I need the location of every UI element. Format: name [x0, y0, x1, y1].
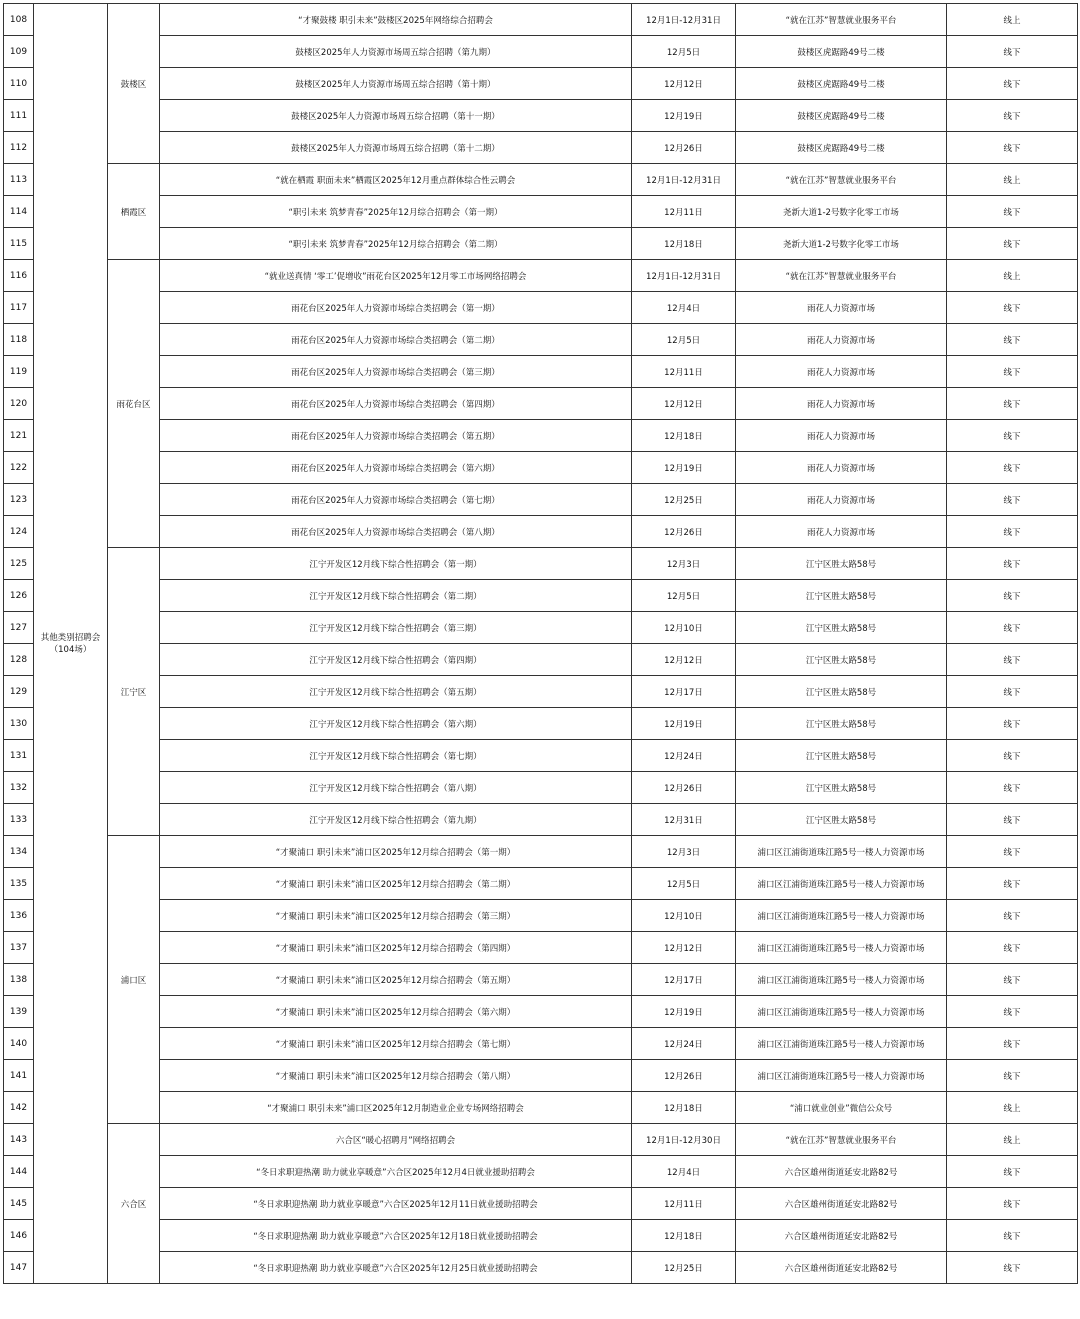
event-mode: 线下: [947, 836, 1078, 868]
event-name: “职引未来 筑梦青春”2025年12月综合招聘会（第一期）: [160, 196, 632, 228]
event-mode: 线下: [947, 36, 1078, 68]
row-number: 140: [4, 1028, 34, 1060]
event-date: 12月1日-12月31日: [632, 260, 736, 292]
table-row: [4, 1252, 1078, 1284]
event-location: 雨花人力资源市场: [736, 324, 947, 356]
table-row: [4, 644, 1078, 676]
event-name: 雨花台区2025年人力资源市场综合类招聘会（第一期）: [160, 292, 632, 324]
table-row: [4, 1060, 1078, 1092]
event-location: “就在江苏”智慧就业服务平台: [736, 1124, 947, 1156]
event-date: 12月24日: [632, 1028, 736, 1060]
event-name: “冬日求职迎热潮 助力就业享暖意”六合区2025年12月25日就业援助招聘会: [160, 1252, 632, 1284]
event-name: 江宁开发区12月线下综合性招聘会（第四期）: [160, 644, 632, 676]
row-number: 142: [4, 1092, 34, 1124]
row-number: 133: [4, 804, 34, 836]
event-date: 12月12日: [632, 932, 736, 964]
table-row: [4, 932, 1078, 964]
event-location: 尧新大道1-2号数字化零工市场: [736, 196, 947, 228]
table-row: [4, 388, 1078, 420]
event-mode: 线下: [947, 740, 1078, 772]
row-number: 146: [4, 1220, 34, 1252]
event-mode: 线下: [947, 228, 1078, 260]
event-location: 六合区雄州街道延安北路82号: [736, 1156, 947, 1188]
table-row: [4, 260, 1078, 292]
event-mode: 线下: [947, 868, 1078, 900]
event-location: 雨花人力资源市场: [736, 292, 947, 324]
event-date: 12月18日: [632, 1092, 736, 1124]
row-number: 119: [4, 356, 34, 388]
row-number: 131: [4, 740, 34, 772]
event-date: 12月3日: [632, 836, 736, 868]
event-name: 雨花台区2025年人力资源市场综合类招聘会（第三期）: [160, 356, 632, 388]
table-row: [4, 516, 1078, 548]
district-cell: 浦口区: [108, 836, 160, 1124]
event-location: 江宁区胜太路58号: [736, 772, 947, 804]
event-mode: 线下: [947, 356, 1078, 388]
table-row: [4, 900, 1078, 932]
table-row: [4, 164, 1078, 196]
event-mode: 线下: [947, 804, 1078, 836]
event-date: 12月5日: [632, 324, 736, 356]
event-mode: 线下: [947, 484, 1078, 516]
event-name: “冬日求职迎热潮 助力就业享暖意”六合区2025年12月11日就业援助招聘会: [160, 1188, 632, 1220]
row-number: 129: [4, 676, 34, 708]
event-mode: 线下: [947, 548, 1078, 580]
table-row: [4, 324, 1078, 356]
event-name: “才聚鼓楼 职引未来”鼓楼区2025年网络综合招聘会: [160, 4, 632, 36]
event-date: 12月31日: [632, 804, 736, 836]
event-name: “就业送真情 ‘零工’促增收”雨花台区2025年12月零工市场网络招聘会: [160, 260, 632, 292]
event-date: 12月19日: [632, 452, 736, 484]
event-date: 12月24日: [632, 740, 736, 772]
district-cell: 六合区: [108, 1124, 160, 1284]
row-number: 111: [4, 100, 34, 132]
row-number: 147: [4, 1252, 34, 1284]
event-mode: 线下: [947, 1220, 1078, 1252]
event-location: 浦口区江浦街道珠江路5号一楼人力资源市场: [736, 932, 947, 964]
event-location: “就在江苏”智慧就业服务平台: [736, 260, 947, 292]
row-number: 128: [4, 644, 34, 676]
event-mode: 线下: [947, 388, 1078, 420]
row-number: 145: [4, 1188, 34, 1220]
event-location: 六合区雄州街道延安北路82号: [736, 1220, 947, 1252]
event-location: 浦口区江浦街道珠江路5号一楼人力资源市场: [736, 1028, 947, 1060]
row-number: 110: [4, 68, 34, 100]
event-mode: 线下: [947, 132, 1078, 164]
event-mode: 线下: [947, 580, 1078, 612]
table-row: [4, 1092, 1078, 1124]
event-date: 12月1日-12月31日: [632, 4, 736, 36]
event-date: 12月5日: [632, 36, 736, 68]
row-number: 127: [4, 612, 34, 644]
event-mode: 线下: [947, 196, 1078, 228]
event-name: 雨花台区2025年人力资源市场综合类招聘会（第八期）: [160, 516, 632, 548]
event-mode: 线上: [947, 164, 1078, 196]
event-location: 六合区雄州街道延安北路82号: [736, 1252, 947, 1284]
row-number: 117: [4, 292, 34, 324]
table-row: [4, 740, 1078, 772]
event-date: 12月10日: [632, 900, 736, 932]
event-location: 鼓楼区虎踞路49号二楼: [736, 68, 947, 100]
event-mode: 线下: [947, 68, 1078, 100]
row-number: 112: [4, 132, 34, 164]
row-number: 118: [4, 324, 34, 356]
event-mode: 线上: [947, 1092, 1078, 1124]
event-date: 12月11日: [632, 356, 736, 388]
event-name: 雨花台区2025年人力资源市场综合类招聘会（第七期）: [160, 484, 632, 516]
event-mode: 线下: [947, 772, 1078, 804]
table-row: [4, 708, 1078, 740]
event-location: 雨花人力资源市场: [736, 420, 947, 452]
table-row: [4, 228, 1078, 260]
event-date: 12月26日: [632, 1060, 736, 1092]
event-date: 12月1日-12月31日: [632, 164, 736, 196]
row-number: 115: [4, 228, 34, 260]
event-date: 12月19日: [632, 708, 736, 740]
event-name: 江宁开发区12月线下综合性招聘会（第六期）: [160, 708, 632, 740]
event-location: 雨花人力资源市场: [736, 388, 947, 420]
event-location: 浦口区江浦街道珠江路5号一楼人力资源市场: [736, 868, 947, 900]
event-date: 12月19日: [632, 996, 736, 1028]
event-name: 鼓楼区2025年人力资源市场周五综合招聘（第十一期）: [160, 100, 632, 132]
table-body: [4, 4, 1078, 1284]
event-name: “职引未来 筑梦青春”2025年12月综合招聘会（第二期）: [160, 228, 632, 260]
table-row: [4, 804, 1078, 836]
event-name: 江宁开发区12月线下综合性招聘会（第九期）: [160, 804, 632, 836]
row-number: 130: [4, 708, 34, 740]
row-number: 139: [4, 996, 34, 1028]
row-number: 136: [4, 900, 34, 932]
row-number: 141: [4, 1060, 34, 1092]
event-mode: 线下: [947, 1156, 1078, 1188]
event-location: 江宁区胜太路58号: [736, 612, 947, 644]
event-date: 12月11日: [632, 196, 736, 228]
event-name: 江宁开发区12月线下综合性招聘会（第二期）: [160, 580, 632, 612]
district-cell: 雨花台区: [108, 260, 160, 548]
event-name: 鼓楼区2025年人力资源市场周五综合招聘（第十二期）: [160, 132, 632, 164]
event-name: “才聚浦口 职引未来”浦口区2025年12月综合招聘会（第六期）: [160, 996, 632, 1028]
event-location: 雨花人力资源市场: [736, 356, 947, 388]
event-date: 12月18日: [632, 1220, 736, 1252]
event-date: 12月12日: [632, 388, 736, 420]
event-location: 江宁区胜太路58号: [736, 644, 947, 676]
event-name: 雨花台区2025年人力资源市场综合类招聘会（第四期）: [160, 388, 632, 420]
event-mode: 线下: [947, 1252, 1078, 1284]
event-location: 江宁区胜太路58号: [736, 740, 947, 772]
event-mode: 线下: [947, 612, 1078, 644]
row-number: 109: [4, 36, 34, 68]
row-number: 143: [4, 1124, 34, 1156]
district-cell: 鼓楼区: [108, 4, 160, 164]
table-row: [4, 196, 1078, 228]
event-mode: 线上: [947, 4, 1078, 36]
event-mode: 线下: [947, 964, 1078, 996]
event-date: 12月25日: [632, 1252, 736, 1284]
event-name: “才聚浦口 职引未来”浦口区2025年12月综合招聘会（第七期）: [160, 1028, 632, 1060]
event-date: 12月1日-12月30日: [632, 1124, 736, 1156]
event-location: “就在江苏”智慧就业服务平台: [736, 164, 947, 196]
event-date: 12月5日: [632, 580, 736, 612]
event-name: 雨花台区2025年人力资源市场综合类招聘会（第五期）: [160, 420, 632, 452]
event-mode: 线下: [947, 932, 1078, 964]
event-name: 六合区“暖心招聘月”网络招聘会: [160, 1124, 632, 1156]
row-number: 108: [4, 4, 34, 36]
district-cell: 栖霞区: [108, 164, 160, 260]
event-date: 12月11日: [632, 1188, 736, 1220]
event-date: 12月3日: [632, 548, 736, 580]
row-number: 137: [4, 932, 34, 964]
event-location: “浦口就业创业”微信公众号: [736, 1092, 947, 1124]
event-location: 鼓楼区虎踞路49号二楼: [736, 36, 947, 68]
table-row: [4, 612, 1078, 644]
event-location: 江宁区胜太路58号: [736, 580, 947, 612]
event-location: 江宁区胜太路58号: [736, 804, 947, 836]
event-name: “才聚浦口 职引未来”浦口区2025年12月综合招聘会（第八期）: [160, 1060, 632, 1092]
row-number: 126: [4, 580, 34, 612]
table-row: [4, 868, 1078, 900]
table-row: [4, 1028, 1078, 1060]
row-number: 113: [4, 164, 34, 196]
event-date: 12月17日: [632, 964, 736, 996]
table-row: [4, 676, 1078, 708]
event-name: “才聚浦口 职引未来”浦口区2025年12月综合招聘会（第一期）: [160, 836, 632, 868]
event-date: 12月12日: [632, 644, 736, 676]
event-location: 浦口区江浦街道珠江路5号一楼人力资源市场: [736, 996, 947, 1028]
event-name: “才聚浦口 职引未来”浦口区2025年12月综合招聘会（第二期）: [160, 868, 632, 900]
event-mode: 线下: [947, 420, 1078, 452]
table-row: [4, 36, 1078, 68]
event-date: 12月26日: [632, 516, 736, 548]
event-name: “就在栖霞 职面未来”栖霞区2025年12月重点群体综合性云聘会: [160, 164, 632, 196]
event-date: 12月5日: [632, 868, 736, 900]
event-date: 12月18日: [632, 420, 736, 452]
event-date: 12月18日: [632, 228, 736, 260]
event-mode: 线下: [947, 1060, 1078, 1092]
row-number: 123: [4, 484, 34, 516]
table-row: [4, 548, 1078, 580]
event-name: “才聚浦口 职引未来”浦口区2025年12月综合招聘会（第三期）: [160, 900, 632, 932]
row-number: 134: [4, 836, 34, 868]
event-mode: 线下: [947, 452, 1078, 484]
event-date: 12月17日: [632, 676, 736, 708]
job-fair-schedule-table: [3, 3, 1078, 1284]
event-name: “冬日求职迎热潮 助力就业享暖意”六合区2025年12月4日就业援助招聘会: [160, 1156, 632, 1188]
table-row: [4, 836, 1078, 868]
row-number: 125: [4, 548, 34, 580]
event-name: 江宁开发区12月线下综合性招聘会（第一期）: [160, 548, 632, 580]
row-number: 122: [4, 452, 34, 484]
event-date: 12月4日: [632, 292, 736, 324]
row-number: 132: [4, 772, 34, 804]
event-date: 12月25日: [632, 484, 736, 516]
event-name: “才聚浦口 职引未来”浦口区2025年12月综合招聘会（第四期）: [160, 932, 632, 964]
event-location: 雨花人力资源市场: [736, 484, 947, 516]
event-date: 12月4日: [632, 1156, 736, 1188]
table-row: [4, 1188, 1078, 1220]
event-mode: 线下: [947, 324, 1078, 356]
event-location: 尧新大道1-2号数字化零工市场: [736, 228, 947, 260]
event-date: 12月19日: [632, 100, 736, 132]
row-number: 116: [4, 260, 34, 292]
table-row: [4, 68, 1078, 100]
event-date: 12月26日: [632, 772, 736, 804]
table-row: [4, 292, 1078, 324]
event-mode: 线下: [947, 292, 1078, 324]
event-mode: 线下: [947, 708, 1078, 740]
event-location: 六合区雄州街道延安北路82号: [736, 1188, 947, 1220]
event-name: “才聚浦口 职引未来”浦口区2025年12月制造业企业专场网络招聘会: [160, 1092, 632, 1124]
table-row: [4, 1156, 1078, 1188]
event-location: 浦口区江浦街道珠江路5号一楼人力资源市场: [736, 836, 947, 868]
table-row: [4, 4, 1078, 36]
row-number: 114: [4, 196, 34, 228]
event-location: 雨花人力资源市场: [736, 452, 947, 484]
event-mode: 线下: [947, 1188, 1078, 1220]
category-cell: 其他类别招聘会（104场）: [34, 4, 108, 1284]
event-location: 鼓楼区虎踞路49号二楼: [736, 132, 947, 164]
event-name: 鼓楼区2025年人力资源市场周五综合招聘（第十期）: [160, 68, 632, 100]
table-row: [4, 452, 1078, 484]
table-row: [4, 484, 1078, 516]
table-row: [4, 420, 1078, 452]
row-number: 121: [4, 420, 34, 452]
event-mode: 线下: [947, 516, 1078, 548]
table-row: [4, 100, 1078, 132]
event-name: 江宁开发区12月线下综合性招聘会（第五期）: [160, 676, 632, 708]
table-row: [4, 356, 1078, 388]
event-mode: 线下: [947, 900, 1078, 932]
event-mode: 线下: [947, 996, 1078, 1028]
event-name: 江宁开发区12月线下综合性招聘会（第八期）: [160, 772, 632, 804]
event-name: “才聚浦口 职引未来”浦口区2025年12月综合招聘会（第五期）: [160, 964, 632, 996]
event-name: “冬日求职迎热潮 助力就业享暖意”六合区2025年12月18日就业援助招聘会: [160, 1220, 632, 1252]
table-row: [4, 964, 1078, 996]
event-mode: 线下: [947, 644, 1078, 676]
row-number: 135: [4, 868, 34, 900]
event-name: 江宁开发区12月线下综合性招聘会（第三期）: [160, 612, 632, 644]
event-location: 鼓楼区虎踞路49号二楼: [736, 100, 947, 132]
table-row: [4, 1220, 1078, 1252]
event-name: 鼓楼区2025年人力资源市场周五综合招聘（第九期）: [160, 36, 632, 68]
event-mode: 线上: [947, 1124, 1078, 1156]
event-mode: 线下: [947, 676, 1078, 708]
table-row: [4, 772, 1078, 804]
event-location: “就在江苏”智慧就业服务平台: [736, 4, 947, 36]
event-name: 雨花台区2025年人力资源市场综合类招聘会（第二期）: [160, 324, 632, 356]
event-location: 浦口区江浦街道珠江路5号一楼人力资源市场: [736, 1060, 947, 1092]
event-mode: 线下: [947, 1028, 1078, 1060]
table-row: [4, 1124, 1078, 1156]
row-number: 120: [4, 388, 34, 420]
event-location: 雨花人力资源市场: [736, 516, 947, 548]
event-location: 江宁区胜太路58号: [736, 708, 947, 740]
event-mode: 线上: [947, 260, 1078, 292]
event-date: 12月26日: [632, 132, 736, 164]
event-date: 12月10日: [632, 612, 736, 644]
event-location: 江宁区胜太路58号: [736, 548, 947, 580]
event-location: 浦口区江浦街道珠江路5号一楼人力资源市场: [736, 900, 947, 932]
table-row: [4, 580, 1078, 612]
table-row: [4, 132, 1078, 164]
event-location: 江宁区胜太路58号: [736, 676, 947, 708]
row-number: 124: [4, 516, 34, 548]
district-cell: 江宁区: [108, 548, 160, 836]
row-number: 144: [4, 1156, 34, 1188]
event-name: 雨花台区2025年人力资源市场综合类招聘会（第六期）: [160, 452, 632, 484]
event-mode: 线下: [947, 100, 1078, 132]
event-date: 12月12日: [632, 68, 736, 100]
event-name: 江宁开发区12月线下综合性招聘会（第七期）: [160, 740, 632, 772]
table-row: [4, 996, 1078, 1028]
event-location: 浦口区江浦街道珠江路5号一楼人力资源市场: [736, 964, 947, 996]
row-number: 138: [4, 964, 34, 996]
